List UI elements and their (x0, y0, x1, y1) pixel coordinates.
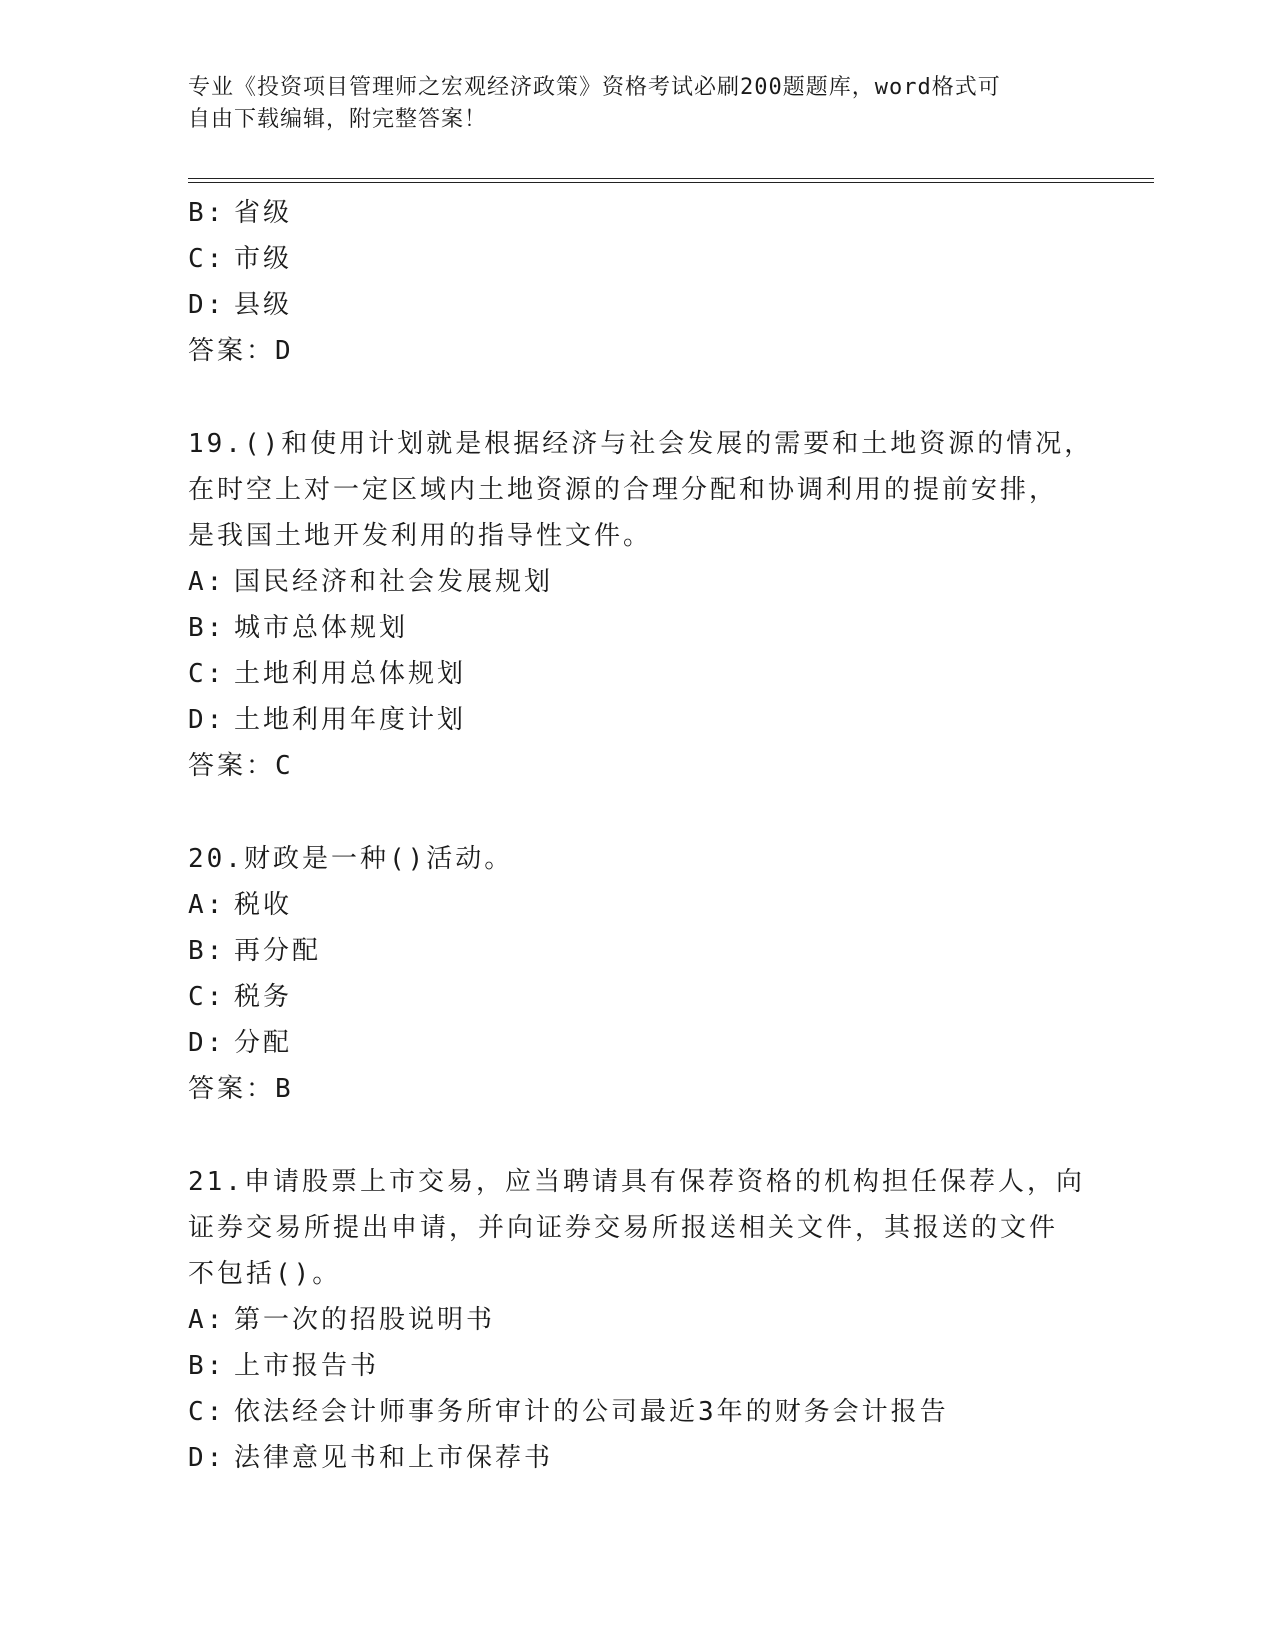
option-a (188, 559, 1088, 605)
option-c (188, 1389, 1088, 1435)
document-header (188, 72, 1088, 136)
option-letter: D: (188, 1443, 226, 1473)
header-divider (188, 178, 1154, 183)
option-c (188, 651, 1088, 697)
option-b (188, 605, 1088, 651)
option-letter: D: (188, 1028, 226, 1058)
question-text: 不包括()。 (188, 1259, 342, 1289)
option-text: 第一次的招股说明书 (234, 1305, 496, 1335)
option-text: 税务 (234, 982, 293, 1012)
option-letter: A: (188, 567, 226, 597)
question-20 (188, 836, 1088, 1112)
option-d (188, 1435, 1088, 1481)
option-letter: D: (188, 705, 226, 735)
question-text: 证券交易所提出申请，并向证券交易所报送相关文件，其报送的文件 (188, 1213, 1059, 1243)
option-letter: B: (188, 1351, 226, 1381)
option-text: 城市总体规划 (234, 613, 409, 643)
option-letter: A: (188, 890, 226, 920)
option-text: 土地利用总体规划 (234, 659, 467, 689)
question-text: 在时空上对一定区域内土地资源的合理分配和协调利用的提前安排， (188, 475, 1059, 505)
option-text: 上市报告书 (234, 1351, 380, 1381)
question-text: 19.()和使用计划就是根据经济与社会发展的需要和土地资源的情况， (188, 429, 1094, 459)
option-b (188, 190, 1088, 236)
option-text: 土地利用年度计划 (234, 705, 467, 735)
option-text: 分配 (234, 1028, 293, 1058)
option-c (188, 974, 1088, 1020)
question-content (188, 190, 1094, 1481)
option-letter: C: (188, 982, 226, 1012)
option-c (188, 236, 1088, 282)
answer: 答案：B (188, 1074, 294, 1104)
option-d (188, 697, 1088, 743)
option-a (188, 1297, 1088, 1343)
option-letter: D: (188, 290, 226, 320)
header-line: 专业《投资项目管理师之宏观经济政策》资格考试必刷200题题库，word格式可 (188, 75, 1001, 100)
option-text: 市级 (234, 244, 293, 274)
option-text: 省级 (234, 198, 293, 228)
header-line: 自由下载编辑，附完整答案！ (188, 107, 488, 132)
option-text: 法律意见书和上市保荐书 (234, 1443, 554, 1473)
option-text: 县级 (234, 290, 293, 320)
answer: 答案：C (188, 751, 294, 781)
option-a (188, 882, 1088, 928)
option-letter: C: (188, 659, 226, 689)
option-text: 再分配 (234, 936, 322, 966)
question-text: 21.申请股票上市交易，应当聘请具有保荐资格的机构担任保荐人，向 (188, 1167, 1085, 1197)
option-letter: B: (188, 936, 226, 966)
option-text: 依法经会计师事务所审计的公司最近3年的财务会计报告 (234, 1397, 949, 1427)
option-d (188, 282, 1088, 328)
option-letter: B: (188, 613, 226, 643)
option-letter: B: (188, 198, 226, 228)
option-letter: A: (188, 1305, 226, 1335)
question-21 (188, 1159, 1088, 1481)
answer: 答案：D (188, 336, 294, 366)
option-text: 税收 (234, 890, 293, 920)
question-text: 是我国土地开发利用的指导性文件。 (188, 521, 653, 551)
option-b (188, 1343, 1088, 1389)
question-19 (188, 421, 1094, 789)
option-b (188, 928, 1088, 974)
option-letter: C: (188, 244, 226, 274)
question-fragment (188, 190, 1088, 374)
option-letter: C: (188, 1397, 226, 1427)
option-text: 国民经济和社会发展规划 (234, 567, 554, 597)
option-d (188, 1020, 1088, 1066)
question-text: 20.财政是一种()活动。 (188, 844, 514, 874)
